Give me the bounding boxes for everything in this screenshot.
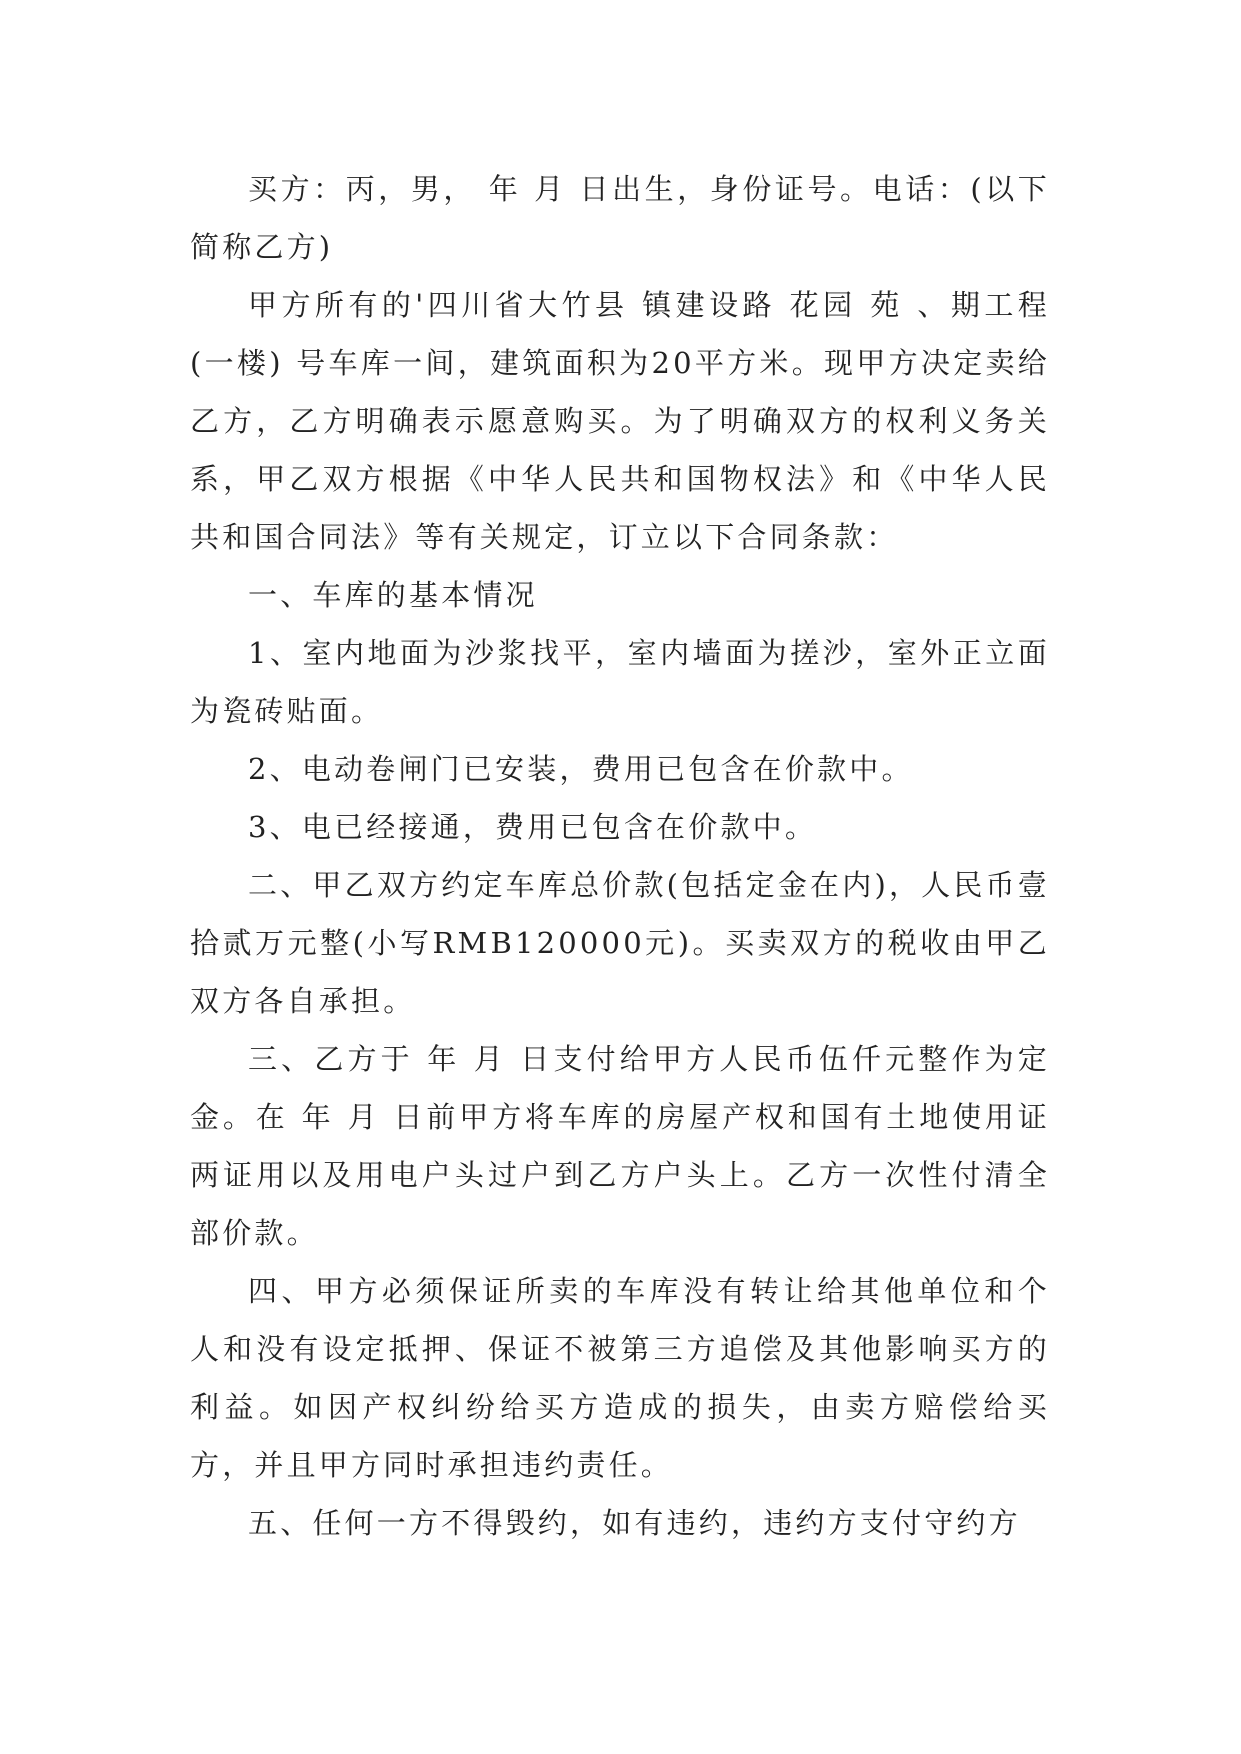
paragraph-property-description: 甲方所有的'四川省大竹县 镇建设路 花园 苑 、期工程(一楼) 号车库一间，建筑面积为20平方米。现甲方决定卖给乙方，乙方明确表示愿意购买。为了明确双方的权利义务关系，甲乙双方根据《中华人民共和国物权法》和《中华人民共和国合同法》等有关规定，订立以下合同条款： <box>190 288 1050 554</box>
paragraph-item-1: 1、室内地面为沙浆找平，室内墙面为搓沙，室外正立面为瓷砖贴面。 <box>190 636 1050 728</box>
paragraph-buyer-info: 买方：丙，男， 年 月 日出生，身份证号。电话：(以下简称乙方) <box>190 172 1050 264</box>
paragraph-item-2: 2、电动卷闸门已安装，费用已包含在价款中。 <box>248 752 914 786</box>
paragraph-clause-4-guarantee: 四、甲方必须保证所卖的车库没有转让给其他单位和个人和没有设定抵押、保证不被第三方追偿及其他影响买方的利益。如因产权纠纷给买方造成的损失，由卖方赔偿给买方，并且甲方同时承担违约责任。 <box>190 1274 1050 1482</box>
document-body <box>190 160 1050 1552</box>
section-heading-garage-basics: 一、车库的基本情况 <box>248 578 538 612</box>
paragraph-clause-5-breach: 五、任何一方不得毁约，如有违约，违约方支付守约方 <box>248 1506 1021 1540</box>
paragraph-clause-2-price: 二、甲乙双方约定车库总价款(包括定金在内)，人民币壹拾贰万元整(小写RMB120000元)。买卖双方的税收由甲乙双方各自承担。 <box>190 868 1050 1018</box>
paragraph-item-3: 3、电已经接通，费用已包含在价款中。 <box>248 810 818 844</box>
paragraph-clause-3-payment: 三、乙方于 年 月 日支付给甲方人民币伍仟元整作为定金。在 年 月 日前甲方将车库的房屋产权和国有土地使用证两证用以及用电户头过户到乙方户头上。乙方一次性付清全部价款。 <box>190 1042 1050 1250</box>
